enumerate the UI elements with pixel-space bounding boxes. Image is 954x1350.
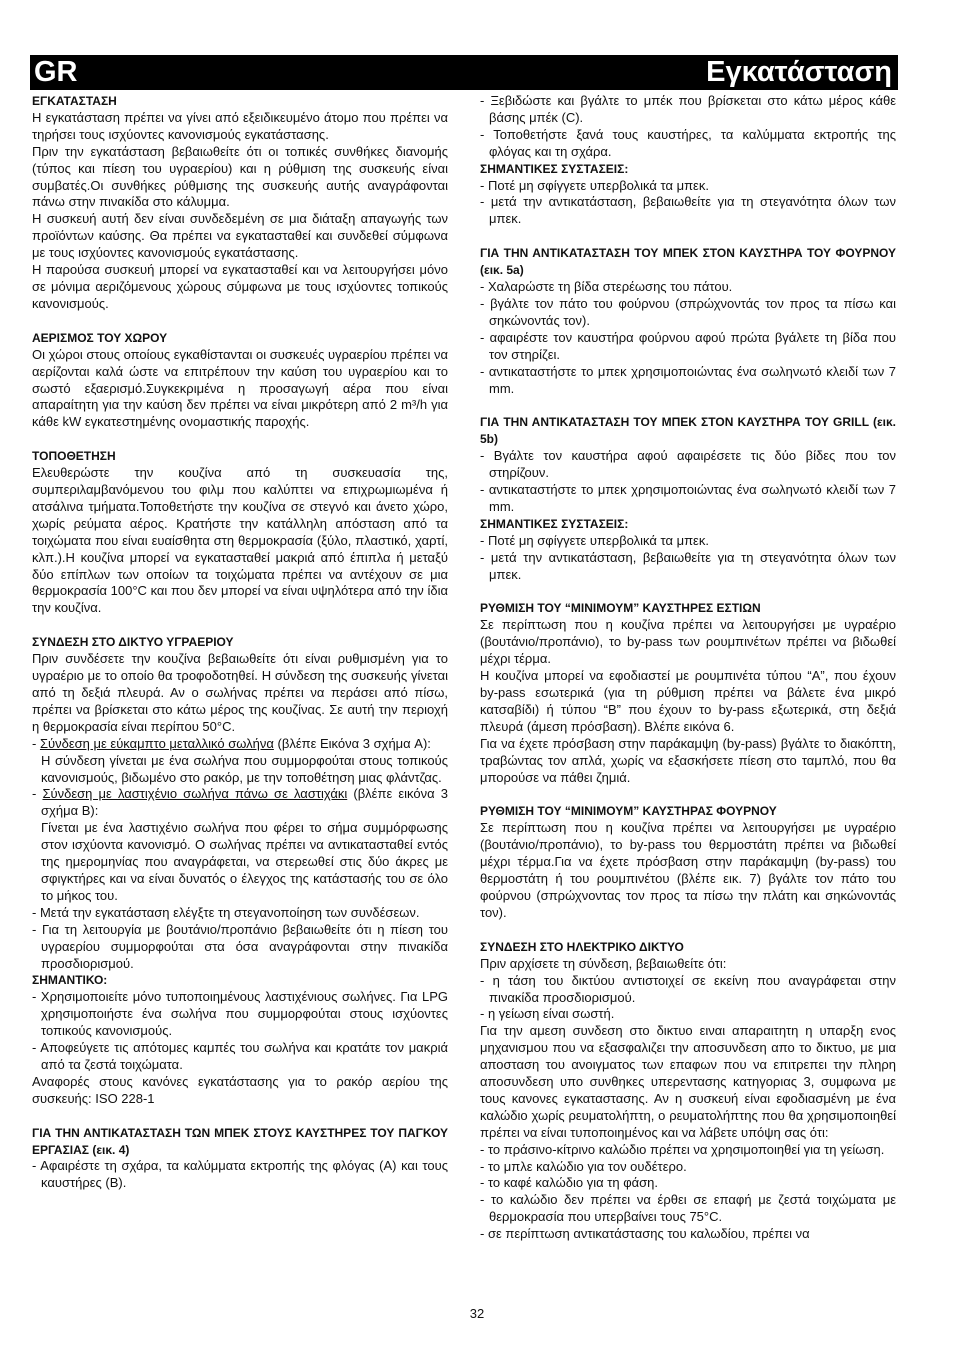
page-title: Εγκατάσταση xyxy=(706,56,892,88)
paragraph: Ελευθερώστε την κουζίνα από τη συσκευασία της, συμπεριλαμβανόμενου του φιλμ που καλύπτει να επιχρωμιωμένα ή ατσάλινα τμήματα.Τοποθετήστε την κουζίνα σε στεγνό και άνετο χώρο, χωρίς ρεύματα αέρος. Κρατήστε την κατάλληλη απόσταση από τα τοιχώματα που είναι ευαίσθητα στη θερμοκρασία (ξύλο, πλαστικό, χαρτί, κλπ.).Η κουζίνα μπορεί να εγκατασταθεί μακριά από έπιπλα ή μεταξύ δύο επίπλων των οποίων τα τοιχώματα πρέπει να αντέχουν σε μια θερμοκρασία 100°C και που δεν μπορεί να είναι υψηλότερα από την ίδια την κουζίνα. xyxy=(32,465,448,616)
page-number: 32 xyxy=(469,1306,485,1321)
list-item: - το μπλε καλώδιο για τον ουδέτερο. xyxy=(480,1158,687,1174)
list-item: - σε περίπτωση αντικατάστασης του καλωδίου, πρέπει να xyxy=(480,1226,810,1242)
paragraph: Η συσκευή αυτή δεν είναι συνδεδεμένη σε μια διάταξη απαγωγής των προϊόντων καύσης. Θα πρέπει να εγκατασταθεί και συνδεθεί σύμφωνα με τους ισχύοντες κανονισμούς εγκατάστασης. xyxy=(32,211,448,261)
paragraph: Πριν συνδέσετε την κουζίνα βεβαιωθείτε ότι είναι ρυθμισμένη για το υγραέριο με το οποίο θα τροφοδοτηθεί. Η σύνδεση της συσκευής γίνεται από τη δεξιά πλευρά. Αν ο σωλήνας πρέπει να περάσει από πίσω, πρέπει να βρίσκεται στο κάτω μέρος της κουζίνας. Σε αυτή την περιοχή η θερμοκρασία είναι περίπου 50°C. xyxy=(32,651,448,734)
list-item: - Βγάλτε τον καυστήρα αφού αφαιρέσετε τις δύο βίδες που τον στηρίζουν. xyxy=(480,448,896,481)
list-item: - το πράσινο-κίτρινο καλώδιο πρέπει να χρησιμοποιηθεί για τη γείωση. xyxy=(480,1141,885,1157)
paragraph: Αναφορές στους κανόνες εγκατάστασης για το ρακόρ αερίου της συσκευής: ISO 228-1 xyxy=(32,1073,448,1106)
paragraph: Οι χώροι στους οποίους εγκαθίστανται οι συσκευές υγραερίου πρέπει να αερίζονται καλά ώστε να επιτρέπουν την καύση του υγραερίου και το σωστό εξαερισμό.Συγκεκριμένα η προσαγωγή αέρα που είναι απαραίτητη για την καύση δεν πρέπει να είναι μικρότερη από 2 m³/h για κάθε kW εγκατεστημένης ονομαστικής παροχής. xyxy=(32,346,448,430)
paragraph: Για να έχετε πρόσβαση στην παράκαμψη (by-pass) βγάλτε το διακόπτη, τραβώντας τον απλά, χωρίς να εξασκήσετε πίεση στο ταμπλό, που θα μπορούσε να πάθει ζημιά. xyxy=(480,735,896,785)
underlined-text: Σύνδεση με εύκαμπτο μεταλλικό σωλήνα xyxy=(39,735,274,751)
section-heading: ΣΥΝΔΕΣΗ ΣΤΟ ΗΛΕΚΤΡΙΚΟ ΔΙΚΤΥΟ xyxy=(480,939,684,954)
list-item: - βγάλτε τον πάτο του φούρνου (σπρώχνοντάς τον προς τα πίσω και σηκώνοντάς τον). xyxy=(480,295,896,328)
list-item: - Σύνδεση με λαστιχένιο σωλήνα πάνω σε λαστιχάκι (βλέπε εικόνα 3 σχήμα B): xyxy=(32,786,448,819)
list-sub-paragraph: Η σύνδεση γίνεται με ένα σωλήνα που συμμορφούται στους τοπικούς κανονισμούς, βιδωμένο στο ρακόρ, με την τοποθέτηση μιας φλάντζας. xyxy=(41,752,448,785)
list-item: - η τάση του δικτύου αντιστοιχεί σε εκείνη που αναγράφεται στην πινακίδα προσδιορισμού. xyxy=(480,972,896,1005)
paragraph: Η κουζίνα μπορεί να εφοδιαστεί με ρουμπινέτα τύπου “A”, που έχουν by-pass εσωτερικά (για τη ρύθμιση πρέπει να βάλετε ένα μικρό κατσαβίδι) ή τύπου “B” που έχουν το by-pass εξωτερικά, στη δεξιά πλευρά (άμεση πρόσβαση). Βλέπε εικόνα 6. xyxy=(480,668,896,734)
paragraph: Πριν αρχίσετε τη σύνδεση, βεβαιωθείτε ότι: xyxy=(480,955,727,971)
section-heading: ΣΗΜΑΝΤΙΚΕΣ ΣΥΣΤΑΣΕΙΣ: xyxy=(480,161,629,176)
list-item: - αντικαταστήστε το μπεκ χρησιμοποιώντας ένα σωληνωτό κλειδί των 7 mm. xyxy=(480,363,896,396)
paragraph: Η εγκατάσταση πρέπει να γίνει από εξειδικευμένο άτομο που πρέπει να τηρήσει τους ισχύοντες κανονισμούς εγκατάστασης. xyxy=(32,109,448,142)
paragraph: Πριν την εγκατάσταση βεβαιωθείτε ότι οι τοπικές συνθήκες διανομής (τύπος και πίεση του υγραερίου) και η ρύθμιση της συσκευής είναι συμβατές.Οι συνθήκες ρύθμισης της συσκευής αυτής αναγράφονται πάνω στην πινακίδα στο κάλυμμα. xyxy=(32,143,448,210)
section-heading: ΕΓΚΑΤΑΣΤΑΣΗ xyxy=(32,94,117,108)
paragraph: Για την αμεση συνδεση στο δικτυο ειναι απαραιτητη η υπαρξη ενος μηχανισμου που να εξασφαλιζει την αποσυνδεση απο το δικτυο, με μια αποσταση του ανοιγματος των επαφων που να επιτρεπει την πληρη αποσυνδεση υπο συνθηκες υπερεντασης κατηγοριας 3, συμφωνα με τους κανονες εγκαταστασης. Αν η συσκευή είναι εφοδιασμένη με ένα καλώδιο χωρίς ρευματολήπτη, ο ρευματολήπτης που θα χρησιμοποιηθεί πρέπει να είναι τυποποιημένος και να λάβετε υπόψη σας ότι: xyxy=(480,1023,896,1140)
list-item: - Ποτέ μη σφίγγετε υπερβολικά τα μπεκ. xyxy=(480,177,709,193)
section-heading: ΡΥΘΜΙΣΗ ΤΟΥ “ΜΙΝΙΜΟΥΜ” ΚΑΥΣΤΗΡΑΣ ΦΟΥΡΝΟΥ xyxy=(480,804,777,819)
list-item: - Χαλαρώστε τη βίδα στερέωσης του πάτου. xyxy=(480,279,733,295)
list-item: - Αποφεύγετε τις απότομες καμπές του σωλήνα και κρατάτε τον μακριά από τα ζεστά τοιχώματα. xyxy=(32,1040,448,1072)
section-heading: ΣΗΜΑΝΤΙΚΕΣ ΣΥΣΤΑΣΕΙΣ: xyxy=(480,516,629,531)
section-heading: ΑΕΡΙΣΜΟΣ ΤΟΥ ΧΩΡΟΥ xyxy=(32,330,168,345)
list-item: - Για τη λειτουργία με βουτάνιο/προπάνιο βεβαιωθείτε ότι η πίεση του υγραερίου συμμορφούται στα όσα αναγράφονται στην πινακίδα προσδιορισμού. xyxy=(32,921,448,971)
list-item: - Ποτέ μη σφίγγετε υπερβολικά τα μπεκ. xyxy=(480,532,709,548)
section-heading: ΓΙΑ ΤΗΝ ΑΝΤΙΚΑΤΑΣΤΑΣΗ ΤΟΥ ΜΠΕΚ ΣΤΟΝ ΚΑΥΣΤΗΡΑ ΤΟΥ GRILL (εικ. 5b) xyxy=(480,415,896,447)
section-heading: ΣΥΝΔΕΣΗ ΣΤΟ ΔΙΚΤΥΟ ΥΓΡΑΕΡΙΟΥ xyxy=(32,635,234,650)
right-column xyxy=(480,93,896,1243)
list-item: - το καφέ καλώδιο για τη φάση. xyxy=(480,1175,659,1191)
left-column xyxy=(32,93,448,1192)
paragraph: Σε περίπτωση που η κουζίνα πρέπει να λειτουργήσει με υγραέριο (βουτάνιο/προπάνιο), το by-pass του θερμοστάτη πρέπει να βιδωθεί μέχρι τέρμα.Για να έχετε πρόσβαση στην παράκαμψη (by-pass) του θερμοστάτη ή του ρουμπινέτου (βλέπε εικ. 7) βγάλτε τον πάτο του φούρνου (σπρώχνοντας τον προς τα πίσω την πλάτη και σηκώνοντάς τον). xyxy=(480,820,896,920)
list-item: - Αφαιρέστε τη σχάρα, τα καλύμματα εκτροπής της φλόγας (A) και τους καυστήρες (B). xyxy=(32,1158,448,1191)
paragraph: Η παρούσα συσκευή μπορεί να εγκατασταθεί και να λειτουργήσει μόνο σε μόνιμα αεριζόμενους χώρους σύμφωνα με τους ισχύοντες τοπικούς κανονισμούς. xyxy=(32,262,448,311)
list-item: - μετά την αντικατάσταση, βεβαιωθείτε για τη στεγανότητα όλων των μπεκ. xyxy=(480,549,896,582)
list-item-text: (βλέπε Εικόνα 3 σχήμα A): xyxy=(273,735,431,751)
list-item: - Σύνδεση με εύκαμπτο μεταλλικό σωλήνα (βλέπε Εικόνα 3 σχήμα A): xyxy=(32,735,431,751)
section-heading: ΣΗΜΑΝΤΙΚΟ: xyxy=(32,973,108,988)
list-item: - Τοποθετήστε ξανά τους καυστήρες, τα καλύμματα εκτροπής της φλόγας και τη σχάρα. xyxy=(480,126,896,159)
section-heading: ΡΥΘΜΙΣΗ ΤΟΥ “ΜΙΝΙΜΟΥΜ” ΚΑΥΣΤΗΡΕΣ ΕΣΤΙΩΝ xyxy=(480,601,761,616)
language-code: GR xyxy=(34,56,78,88)
list-item: - η γείωση είναι σωστή. xyxy=(480,1006,615,1022)
list-item: - μετά την αντικατάσταση, βεβαιωθείτε για τη στεγανότητα όλων των μπεκ. xyxy=(480,194,896,227)
page-header xyxy=(30,55,898,90)
list-sub-paragraph: Γίνεται με ένα λαστιχένιο σωλήνα που φέρει το σήμα συμμόρφωσης στον ισχύοντα κανονισμό. Ο σωλήνας πρέπει να αντικατασταθεί εντός της ημερομηνίας που αναγράφεται, να στερεωθεί στις δύο άκρες με σφιγκτήρες και να είναι δυνατός ο έλεγχος της κατάστασής του σε όλο το μήκος του. xyxy=(41,820,448,903)
list-item: - Ξεβιδώστε και βγάλτε το μπέκ που βρίσκεται στο κάτω μέρος κάθε βάσης μπέκ (C). xyxy=(480,93,896,125)
list-item: - το καλώδιο δεν πρέπει να έρθει σε επαφή με ζεστά τοιχώματα με θερμοκρασία που υπερβαίνει τους 75°C. xyxy=(480,1192,896,1225)
section-heading: ΤΟΠΟΘΕΤΗΣΗ xyxy=(32,449,116,464)
list-item: - Μετά την εγκατάσταση ελέγξτε τη στεγανοποίηση των συνδέσεων. xyxy=(32,904,420,920)
section-heading: ΓΙΑ ΤΗΝ ΑΝΤΙΚΑΤΑΣΤΑΣΗ ΤΩΝ ΜΠΕΚ ΣΤΟΥΣ ΚΑΥΣΤΗΡΕΣ ΤΟΥ ΠΑΓΚΟΥ ΕΡΓΑΣΙΑΣ (εικ. 4) xyxy=(32,1125,448,1157)
paragraph: Σε περίπτωση που η κουζίνα πρέπει να λειτουργήσει με υγραέριο (βουτάνιο/προπάνιο), το by-pass των ρουμπινέτων πρέπει να βιδωθεί μέχρι τέρμα. xyxy=(480,617,896,667)
list-item: - αφαιρέστε τον καυστήρα φούρνου αφού πρώτα βγάλετε τη βίδα που τον στηρίζει. xyxy=(480,329,896,362)
list-item: - αντικαταστήστε το μπεκ χρησιμοποιώντας ένα σωληνωτό κλειδί των 7 mm. xyxy=(480,482,896,514)
list-item: - Χρησιμοποιείτε μόνο τυποποιημένους λαστιχένιους σωλήνες. Για LPG χρησιμοποιήστε ένα σωλήνα που συμμορφούται στους ισχύοντες τοπικούς κανονισμούς. xyxy=(32,989,448,1039)
underlined-text: Σύνδεση με λαστιχένιο σωλήνα πάνω σε λαστιχάκι xyxy=(42,786,348,802)
section-heading: ΓΙΑ ΤΗΝ ΑΝΤΙΚΑΤΑΣΤΑΣΗ ΤΟΥ ΜΠΕΚ ΣΤΟΝ ΚΑΥΣΤΗΡΑ ΤΟΥ ΦΟΥΡΝΟΥ (εικ. 5a) xyxy=(480,246,896,278)
list-item-text: (βλέπε εικόνα 3 σχήμα B): xyxy=(41,786,448,819)
